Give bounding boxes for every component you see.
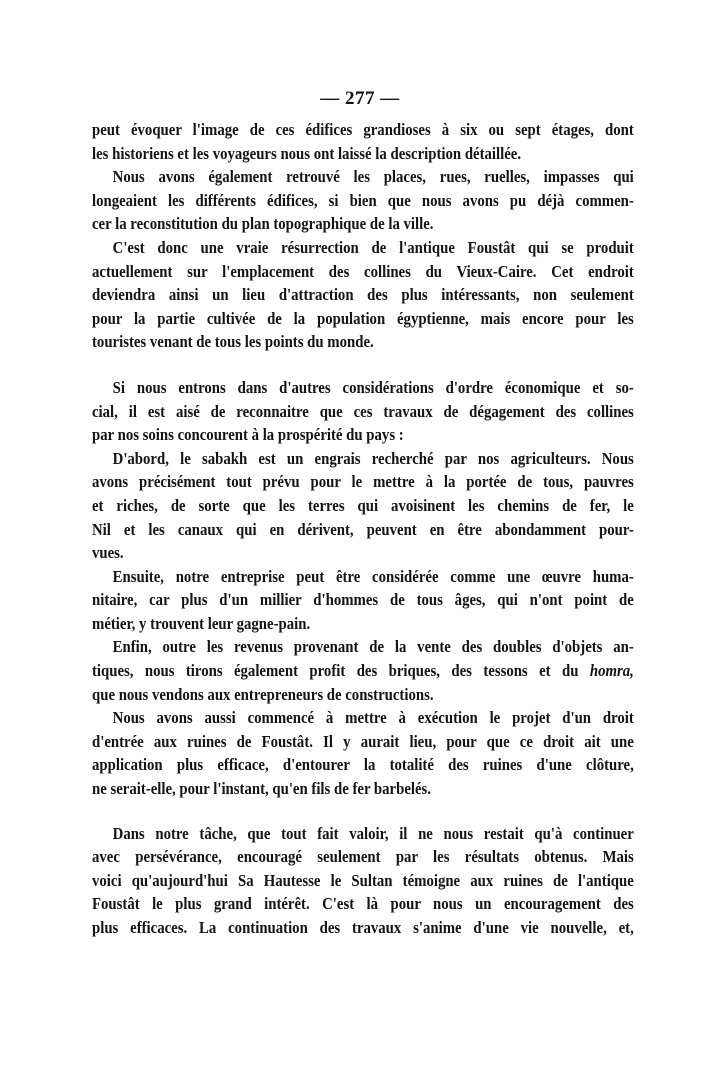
text-line: ne serait-elle, pour l'instant, qu'en fils de fer barbelés. [92, 779, 432, 799]
text-line: Nous avons également retrouvé les places, rues, ruelles, impasses qui [112, 167, 634, 187]
text-line [92, 659, 634, 683]
paragraph [92, 565, 634, 636]
section-gap [92, 801, 634, 822]
text-line: les historiens et les voyageurs nous ont laissé la description détaillée. [92, 143, 522, 163]
text-line: actuellement sur l'emplacement des collines du Vieux-Caire. Cet endroit [92, 261, 634, 281]
page-number: — 277 — [320, 88, 400, 109]
text-line: deviendra ainsi un lieu d'attraction des plus intéressants, non seulement [92, 285, 634, 305]
body-text [92, 118, 634, 940]
text-line: plus efficaces. La continuation des travaux s'anime d'une vie nouvelle, et, [92, 918, 634, 937]
paragraph [92, 706, 634, 800]
text-line: voici qu'aujourd'hui Sa Hautesse le Sultan témoigne aux ruines de l'antique [92, 870, 634, 890]
text-line: avons précisément tout prévu pour le mettre à la portée de tous, pauvres [92, 472, 634, 492]
text-line: Foustât le plus grand intérêt. C'est là pour nous un encouragement des [92, 894, 634, 914]
text-line: d'entrée aux ruines de Foustât. Il y aurait lieu, pour que ce droit ait une [92, 731, 634, 751]
text-line: nitaire, car plus d'un millier d'hommes de tous âges, qui n'ont point de [92, 590, 634, 610]
paragraph [92, 236, 634, 354]
text-line: touristes venant de tous les points du monde. [92, 332, 374, 352]
text-line: D'abord, le sabakh est un engrais recherché par nos agriculteurs. Nous [112, 448, 634, 468]
text-line: avec persévérance, encouragé seulement par les résultats obtenus. Mais [92, 847, 634, 867]
paragraph [92, 165, 634, 236]
text-line: application plus efficace, d'entourer la totalité des ruines d'une clôture, [92, 755, 634, 775]
text-line: pour la partie cultivée de la population égyptienne, mais encore pour les [92, 308, 634, 328]
paragraph [92, 118, 634, 165]
text-line: C'est donc une vraie résurrection de l'antique Foustât qui se produit [112, 237, 634, 257]
text-line: Enfin, outre les revenus provenant de la vente des doubles d'objets an- [112, 637, 634, 657]
section-gap [92, 354, 634, 376]
text-line: Dans notre tâche, que tout fait valoir, il ne nous restait qu'à continuer [112, 823, 634, 843]
text-line: Nous avons aussi commencé à mettre à exécution le projet d'un droit [112, 708, 634, 728]
text-line: Si nous entrons dans d'autres considérations d'ordre économique et so- [112, 377, 634, 397]
paragraph [92, 376, 634, 447]
text-line: et riches, de sorte que les terres qui avoisinent les chemins de fer, le [92, 495, 634, 515]
text-line: cer la reconstitution du plan topographique de la ville. [92, 214, 434, 234]
paragraph [92, 447, 634, 565]
text-line: que nous vendons aux entrepreneurs de constructions. [92, 684, 434, 704]
text-line: Ensuite, notre entreprise peut être considérée comme une œuvre huma- [112, 566, 634, 586]
text-line: peut évoquer l'image de ces édifices grandioses à six ou sept étages, dont [92, 120, 634, 139]
text-line: par nos soins concourent à la prospérité du pays : [92, 425, 404, 445]
paragraph [92, 635, 634, 706]
paragraph [92, 822, 634, 940]
text-line: longeaient les différents édifices, si bien que nous avons pu déjà commen- [92, 190, 634, 210]
text-line: métier, y trouvent leur gagne-pain. [92, 613, 311, 633]
text-fragment: tiques, nous tirons également profit des briques, des tessons et du [92, 661, 579, 681]
text-line: vues. [92, 543, 124, 563]
text-line: cial, il est aisé de reconnaitre que ces travaux de dégagement des collines [92, 401, 634, 421]
text-line: Nil et les canaux qui en dérivent, peuvent en être abondamment pour- [92, 519, 634, 539]
italic-term: homra, [589, 661, 634, 681]
